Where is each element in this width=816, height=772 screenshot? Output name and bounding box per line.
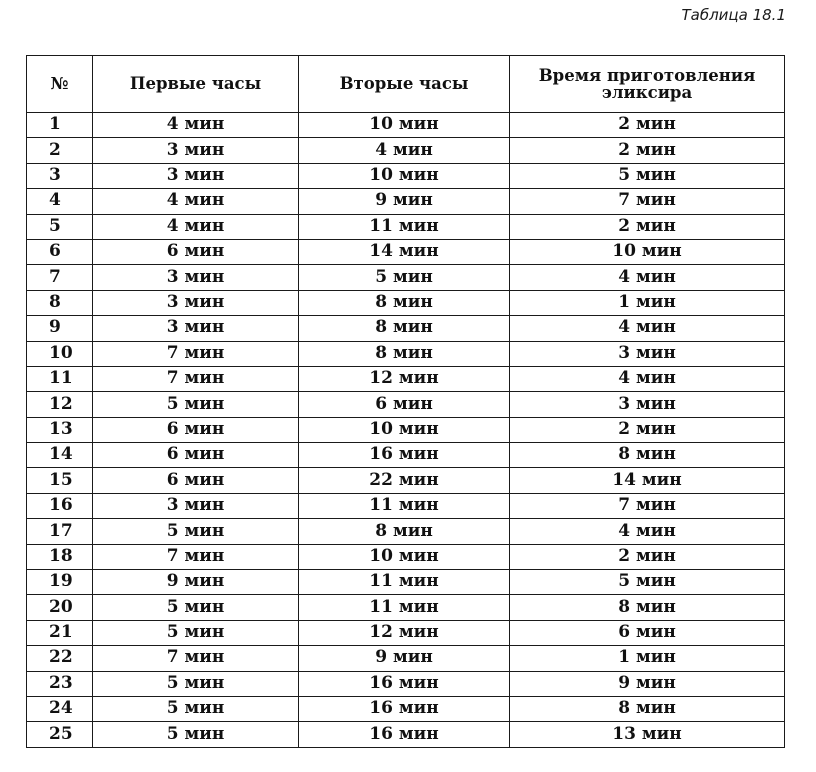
table-row xyxy=(27,595,785,620)
cell-elixir-time: 8 мин xyxy=(510,443,785,468)
table-row xyxy=(27,189,785,214)
cell-first-clock: 6 мин xyxy=(93,468,299,493)
cell-number: 21 xyxy=(27,620,93,645)
cell-first-clock: 7 мин xyxy=(93,341,299,366)
cell-elixir-time: 10 мин xyxy=(510,239,785,264)
cell-first-clock: 3 мин xyxy=(93,493,299,518)
cell-number: 8 xyxy=(27,290,93,315)
cell-second-clock: 12 мин xyxy=(299,366,510,391)
cell-elixir-time: 4 мин xyxy=(510,265,785,290)
cell-elixir-time: 6 мин xyxy=(510,620,785,645)
cell-number: 23 xyxy=(27,671,93,696)
cell-first-clock: 7 мин xyxy=(93,366,299,391)
cell-second-clock: 8 мин xyxy=(299,316,510,341)
table-row xyxy=(27,239,785,264)
cell-first-clock: 3 мин xyxy=(93,163,299,188)
cell-first-clock: 5 мин xyxy=(93,392,299,417)
cell-number: 2 xyxy=(27,138,93,163)
cell-first-clock: 3 мин xyxy=(93,138,299,163)
cell-number: 9 xyxy=(27,316,93,341)
cell-second-clock: 11 мин xyxy=(299,595,510,620)
cell-number: 4 xyxy=(27,189,93,214)
cell-elixir-time: 9 мин xyxy=(510,671,785,696)
cell-number: 22 xyxy=(27,646,93,671)
cell-second-clock: 6 мин xyxy=(299,392,510,417)
cell-elixir-time: 3 мин xyxy=(510,341,785,366)
table-row xyxy=(27,316,785,341)
cell-elixir-time: 13 мин xyxy=(510,722,785,747)
table-row xyxy=(27,138,785,163)
cell-number: 20 xyxy=(27,595,93,620)
cell-first-clock: 5 мин xyxy=(93,595,299,620)
cell-second-clock: 8 мин xyxy=(299,519,510,544)
cell-first-clock: 5 мин xyxy=(93,722,299,747)
cell-elixir-time: 4 мин xyxy=(510,316,785,341)
header-second-clock: Вторые часы xyxy=(299,56,510,113)
table-row xyxy=(27,671,785,696)
cell-first-clock: 4 мин xyxy=(93,189,299,214)
cell-second-clock: 4 мин xyxy=(299,138,510,163)
cell-elixir-time: 7 мин xyxy=(510,493,785,518)
cell-first-clock: 7 мин xyxy=(93,646,299,671)
table-row xyxy=(27,544,785,569)
table-row xyxy=(27,519,785,544)
cell-elixir-time: 5 мин xyxy=(510,570,785,595)
cell-first-clock: 7 мин xyxy=(93,544,299,569)
table-row xyxy=(27,620,785,645)
cell-second-clock: 11 мин xyxy=(299,493,510,518)
cell-second-clock: 12 мин xyxy=(299,620,510,645)
cell-second-clock: 10 мин xyxy=(299,163,510,188)
cell-first-clock: 6 мин xyxy=(93,239,299,264)
cell-elixir-time: 4 мин xyxy=(510,366,785,391)
header-elixir-time: Время приготовления эликсира xyxy=(510,56,785,113)
cell-elixir-time: 2 мин xyxy=(510,214,785,239)
table-row xyxy=(27,493,785,518)
table-row xyxy=(27,570,785,595)
cell-number: 19 xyxy=(27,570,93,595)
cell-number: 11 xyxy=(27,366,93,391)
table-row xyxy=(27,722,785,747)
cell-first-clock: 5 мин xyxy=(93,519,299,544)
cell-second-clock: 16 мин xyxy=(299,696,510,721)
cell-first-clock: 9 мин xyxy=(93,570,299,595)
cell-number: 3 xyxy=(27,163,93,188)
cell-second-clock: 10 мин xyxy=(299,544,510,569)
cell-second-clock: 22 мин xyxy=(299,468,510,493)
cell-first-clock: 6 мин xyxy=(93,443,299,468)
cell-elixir-time: 2 мин xyxy=(510,138,785,163)
table-row xyxy=(27,443,785,468)
cell-number: 1 xyxy=(27,113,93,138)
cell-second-clock: 10 мин xyxy=(299,113,510,138)
data-table xyxy=(26,55,785,748)
cell-second-clock: 16 мин xyxy=(299,671,510,696)
cell-elixir-time: 2 мин xyxy=(510,113,785,138)
cell-elixir-time: 2 мин xyxy=(510,544,785,569)
cell-first-clock: 6 мин xyxy=(93,417,299,442)
cell-number: 18 xyxy=(27,544,93,569)
cell-first-clock: 4 мин xyxy=(93,214,299,239)
cell-number: 17 xyxy=(27,519,93,544)
header-row xyxy=(27,56,785,113)
cell-number: 6 xyxy=(27,239,93,264)
cell-second-clock: 16 мин xyxy=(299,722,510,747)
cell-elixir-time: 5 мин xyxy=(510,163,785,188)
cell-second-clock: 5 мин xyxy=(299,265,510,290)
table-row xyxy=(27,341,785,366)
cell-second-clock: 11 мин xyxy=(299,214,510,239)
cell-first-clock: 5 мин xyxy=(93,671,299,696)
cell-number: 7 xyxy=(27,265,93,290)
table-row xyxy=(27,392,785,417)
cell-elixir-time: 1 мин xyxy=(510,646,785,671)
table-row xyxy=(27,366,785,391)
table-row xyxy=(27,417,785,442)
cell-elixir-time: 8 мин xyxy=(510,696,785,721)
cell-number: 15 xyxy=(27,468,93,493)
cell-number: 14 xyxy=(27,443,93,468)
cell-number: 25 xyxy=(27,722,93,747)
table-row xyxy=(27,265,785,290)
cell-elixir-time: 8 мин xyxy=(510,595,785,620)
cell-second-clock: 8 мин xyxy=(299,290,510,315)
cell-second-clock: 14 мин xyxy=(299,239,510,264)
cell-number: 24 xyxy=(27,696,93,721)
cell-elixir-time: 1 мин xyxy=(510,290,785,315)
table-body xyxy=(27,113,785,748)
table-row xyxy=(27,113,785,138)
cell-second-clock: 8 мин xyxy=(299,341,510,366)
cell-number: 16 xyxy=(27,493,93,518)
cell-first-clock: 3 мин xyxy=(93,265,299,290)
header-first-clock: Первые часы xyxy=(93,56,299,113)
cell-number: 13 xyxy=(27,417,93,442)
table-row xyxy=(27,163,785,188)
table-caption: Таблица 18.1 xyxy=(681,6,786,24)
cell-elixir-time: 3 мин xyxy=(510,392,785,417)
cell-first-clock: 3 мин xyxy=(93,290,299,315)
cell-second-clock: 11 мин xyxy=(299,570,510,595)
cell-number: 10 xyxy=(27,341,93,366)
cell-first-clock: 5 мин xyxy=(93,696,299,721)
cell-second-clock: 16 мин xyxy=(299,443,510,468)
cell-second-clock: 9 мин xyxy=(299,189,510,214)
cell-second-clock: 10 мин xyxy=(299,417,510,442)
cell-elixir-time: 7 мин xyxy=(510,189,785,214)
cell-elixir-time: 4 мин xyxy=(510,519,785,544)
cell-elixir-time: 2 мин xyxy=(510,417,785,442)
table-row xyxy=(27,214,785,239)
cell-elixir-time: 14 мин xyxy=(510,468,785,493)
cell-first-clock: 4 мин xyxy=(93,113,299,138)
cell-number: 5 xyxy=(27,214,93,239)
table-row xyxy=(27,290,785,315)
table-row xyxy=(27,646,785,671)
table-row xyxy=(27,696,785,721)
cell-second-clock: 9 мин xyxy=(299,646,510,671)
header-number: № xyxy=(27,56,93,113)
cell-number: 12 xyxy=(27,392,93,417)
cell-first-clock: 3 мин xyxy=(93,316,299,341)
table-row xyxy=(27,468,785,493)
cell-first-clock: 5 мин xyxy=(93,620,299,645)
